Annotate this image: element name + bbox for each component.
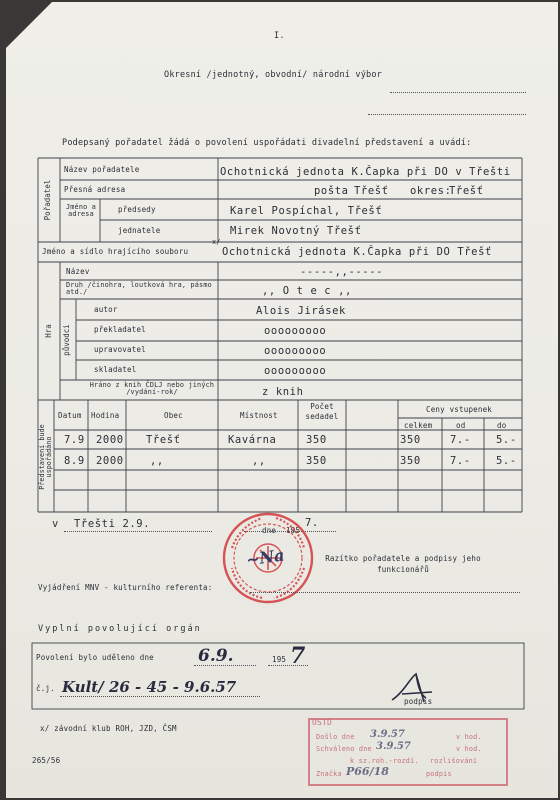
registry-row4-label: Značka [316,770,342,778]
col-hodina: Hodina [91,411,120,420]
jmeno-adresa-label: Jméno a adresa [65,203,97,218]
year-suffix: 7. [305,517,319,529]
col-ceny: Ceny vstupenek [426,405,493,414]
row2-pocet: 350 [306,455,327,467]
address-label: Přesná adresa [64,185,126,194]
druh-value: ,, O t e c ,, [262,285,352,297]
nazev-value: -----,,----- [300,266,384,278]
jednatele-label: jednatele [118,226,161,235]
registry-row3-label: k sz.roh.-rozdí. [350,757,419,765]
povoleni-year-hand: 7 [290,643,306,669]
cj-value: Kult/ 26 - 45 - 9.6.57 [62,678,237,696]
registry-row1-suffix: v hod. [456,733,482,741]
okres-label: okres: [410,185,452,197]
intro-text: Podepsaný pořadatel žádá o povolení uspořádati divadelní představení a uvádí: [62,138,472,148]
place-date: Třešti 2.9. [74,518,151,530]
stamp-caption: Razítko pořadatele a podpisy jeho funkcionářů [325,554,481,574]
row1-od: 7.- [450,434,471,446]
posta-label: pošta [314,185,349,197]
predsedy-value: Karel Pospíchal, Třešť [230,205,383,217]
row1-mistnost: Kavárna [228,434,277,446]
row2-hodina: 2000 [96,455,124,467]
form-code: 265/56 [32,756,61,765]
row2-mistnost: ,, [252,455,266,467]
povoleni-year-printed: 195 [272,655,287,664]
row2-obec: ,, [150,455,164,467]
row2-datum: 8.9 [64,455,85,467]
row2-od: 7.- [450,455,471,467]
section-label-poradatel: Pořadatel [43,179,52,221]
posta-value: Třešť [354,185,389,197]
organizer-name: Ochotnická jednota K.Čapka při DO v Třešti [220,166,511,178]
section-label-hra: Hra [44,324,53,338]
col-pocet-sedadel: Počet sedadel [305,402,339,421]
skladatel-label: skladatel [94,365,137,374]
name-label: Název pořadatele [64,165,140,174]
dotted-line [268,665,308,666]
okres-value: Třešť [449,185,484,197]
dotted-line [60,696,260,697]
povoleni-label: Povolení bylo uděleno dne [36,653,154,662]
vyjadreni-label: Vyjádření MNV - kulturního referenta: [38,583,213,592]
row1-hodina: 2000 [96,434,124,446]
registry-row1-value: 3.9.57 [370,729,405,740]
soubor-value: Ochotnická jednota K.Čapka při DO Třešť [222,246,492,258]
row1-pocet: 350 [306,434,327,446]
registry-row2-label: Schváleno dne [316,745,372,753]
col-od: od [456,421,466,430]
section-label-predstaveni: Představení bude uspořádáno [38,424,53,490]
col-mistnost: Místnost [240,411,278,420]
autor-value: Alois Jirásek [256,305,346,317]
jednatele-value: Mirek Novotný Třešť [230,225,362,237]
registry-header: OSTD [312,718,333,727]
registry-stamp [308,718,508,786]
prekladatel-label: překladatel [94,325,146,334]
registry-row4-value: P66/18 [346,765,389,778]
puvodci-label: původci [62,324,71,356]
registry-row4-suffix: podpis [426,770,452,778]
upravovatel-value: ooooooooo [264,345,327,357]
povoleni-date: 6.9. [198,646,234,666]
row1-do: 5.- [496,434,517,446]
dne-label: dne [262,526,277,535]
skladatel-value: ooooooooo [264,365,327,377]
row1-obec: Třešť [146,434,181,446]
col-obec: Obec [164,411,183,420]
registry-row2-value: 3.9.57 [376,741,411,752]
autor-label: autor [94,305,118,314]
col-do: do [497,421,507,430]
page-number: I. [274,31,285,41]
registry-row2-suffix: v hod. [456,745,482,753]
organizer-signature: ~Na [244,545,286,570]
nazev-label: Název [66,267,90,276]
authority-heading: Vyplní povolující orgán [38,624,202,634]
col-datum: Datum [58,411,82,420]
upravovatel-label: upravovatel [94,345,146,354]
registry-row1-label: Došlo dne [316,733,355,741]
podpis-label: podpis [404,697,433,706]
v-label: v [52,518,59,530]
druh-label: Druh /činohra, loutková hra, pásmo atd./ [66,281,212,296]
row1-celkem: 350 [400,434,421,446]
row2-celkem: 350 [400,455,421,467]
predsedy-label: předsedy [118,205,156,214]
prekladatel-value: ooooooooo [264,325,327,337]
row1-datum: 7.9 [64,434,85,446]
footnote: x/ závodní klub ROH, JZD, ČSM [40,724,177,733]
authority-line: Okresní /jednotný, obvodní/ národní výbor [164,70,383,80]
year-label: 195 [286,526,301,535]
soubor-label: Jméno a sídlo hrajícího souboru [42,247,189,256]
hrano-label: Hráno z knih ČDLJ nebo jiných /vydání-rok/ [89,381,215,396]
hrano-value: z knih [262,386,304,398]
cj-label: č.j. [36,684,55,693]
row2-do: 5.- [496,455,517,467]
registry-row3-suffix: rozlišování [430,757,478,765]
soubor-footnote-mark: x/ [212,238,221,246]
col-celkem: celkem [404,421,433,430]
